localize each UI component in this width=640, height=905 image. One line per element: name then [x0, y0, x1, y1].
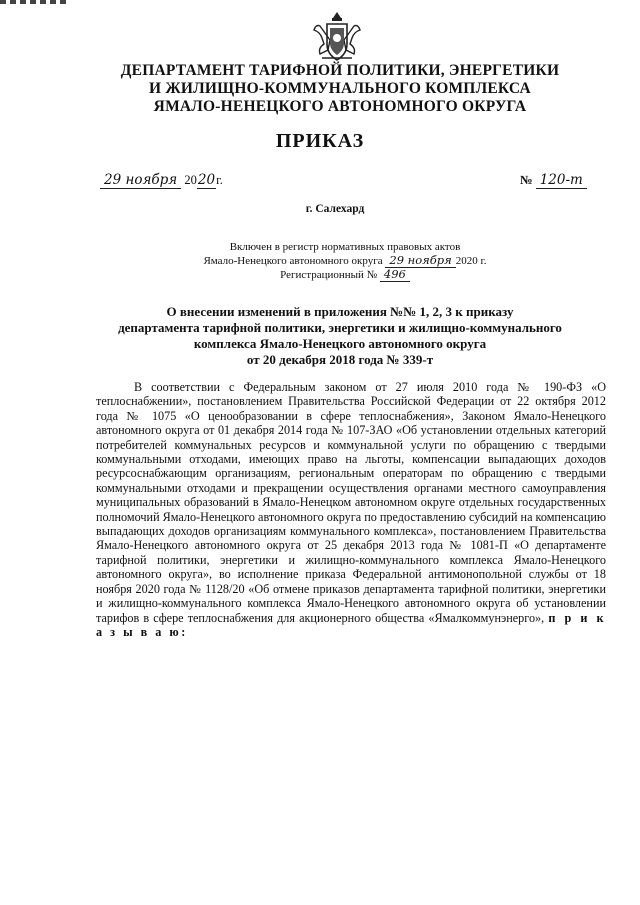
department-line-1: ДЕПАРТАМЕНТ ТАРИФНОЙ ПОЛИТИКИ, ЭНЕРГЕТИКИ: [120, 62, 560, 79]
city: г. Салехард: [305, 203, 365, 215]
registration-line-2-prefix: Ямало-Ненецкого автономного округа: [203, 255, 383, 267]
department-line-3: ЯМАЛО-НЕНЕЦКОГО АВТОНОМНОГО ОКРУГА: [153, 98, 527, 115]
registration-handwritten-date: 29 ноября: [385, 253, 455, 268]
registration-line-2-suffix: 2020 г.: [455, 255, 487, 267]
subject-line-1: О внесении изменений в приложения №№ 1, 2, 3 к приказу: [166, 304, 514, 319]
order-date: [100, 172, 223, 188]
order-title: ПРИКАЗ: [275, 130, 365, 152]
order-number: [520, 172, 587, 188]
department-line-2: И ЖИЛИЩНО-КОММУНАЛЬНОГО КОМПЛЕКСА: [149, 80, 531, 97]
handwritten-year: 20: [197, 172, 216, 188]
order-closing: п р и к а з ы в а ю:: [96, 610, 607, 639]
registration-stamp: [180, 241, 510, 282]
body-text: В соответствии с Федеральным законом от 27 июля 2010 года № 190-ФЗ «О теплоснабжении», постановлением Правительства Российской Федерации от 22 октября 2012 года № 1075 «О ценообразовании в сфере теплоснабжения», Законом Ямало-Ненецкого автономного округа от 01 декабря 2014 года № 107-ЗАО «Об установлении отдельных категорий потребителей коммунальных ресурсов и коммунальной услуги по обращению с твердыми коммунальными отходами, имеющих право на льготы, компенсации выпадающих доходов ресурсоснабжающим организациям, региональным операторам по обращению с твердыми коммунальными отходами и прекращении осуществления органами местного самоуправления муниципальных образований в Ямало-Ненецком автономном округе отдельных государственных полномочий Ямало-Ненецкого автономного округа по предоставлению субсидий на компенсацию выпадающих доходов организациям коммунального комплекса», постановлением Правительства Ямало-Ненецкого автономного округа от 25 декабря 2013 года № 1081-П «О департаменте тарифной политики, энергетики и жилищно-коммунального комплекса Ямало-Ненецкого автономного округа», во исполнение приказа Федеральной антимонопольной службы от 18 ноября 2020 года № 1128/20 «Об отмене приказов департамента тарифной политики, энергетики и жилищно-коммунального комплекса Ямало-Ненецкого автономного округа об установлении тарифов в сфере теплоснабжения для акционерного общества «Ямалкоммунэнерго»,: [96, 380, 606, 625]
department-name: [80, 62, 600, 116]
number-label: №: [520, 173, 533, 187]
subject-line-4: от 20 декабря 2018 года № 339-т: [246, 352, 434, 367]
handwritten-number: 120-т: [536, 172, 587, 189]
order-subject: [80, 304, 600, 368]
registration-line-1: Включен в регистр нормативных правовых актов: [229, 241, 461, 253]
subject-line-2: департамента тарифной политики, энергетики и жилищно-коммунального: [118, 320, 562, 335]
handwritten-date: 29 ноября: [100, 172, 181, 189]
year-prefix: 20: [184, 173, 197, 187]
registration-number-label: Регистрационный №: [280, 269, 378, 281]
registration-line-2: [180, 254, 510, 268]
scan-artifact: [0, 0, 70, 4]
registration-line-3: [180, 268, 510, 282]
body-paragraph: [96, 380, 606, 639]
registration-handwritten-number: 496: [380, 267, 410, 282]
year-suffix: г.: [216, 173, 223, 187]
coat-of-arms-icon: [312, 10, 362, 64]
subject-line-3: комплекса Ямало-Ненецкого автономного округа: [193, 336, 487, 351]
